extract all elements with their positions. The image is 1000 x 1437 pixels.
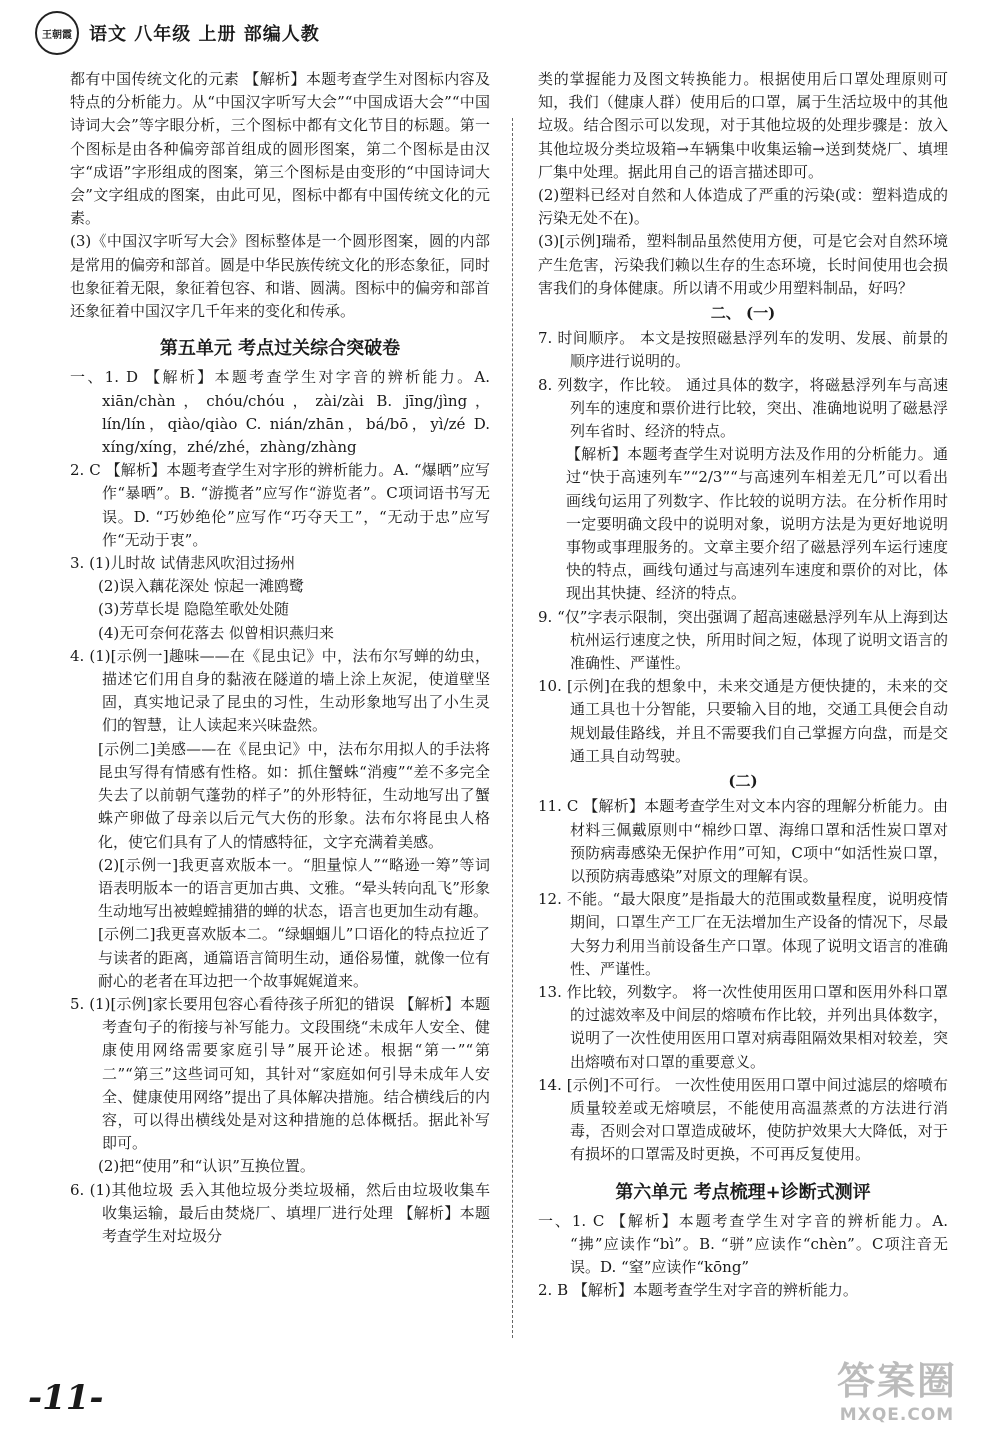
answer-subitem: (4)无可奈何花落去 似曾相识燕归来: [98, 623, 335, 642]
answer-item: 7. 时间顺序。 本文是按照磁悬浮列车的发明、发展、前景的顺序进行说明的。: [538, 329, 948, 371]
answer-item: 4. (1)[示例一]趣味——在《昆虫记》中，法布尔写蝉的幼虫，描述它们用自身的黏液在隧道的墙上涂上灰泥，使道壁坚固，真实地记录了昆虫的习性，生动形象地写出了小生灵们的智慧，让人读起来兴味盎然。: [70, 646, 490, 735]
watermark-logo: 答案圈 MXQE.COM: [836, 1359, 957, 1425]
answer-subitem: 【解析】本题考查学生对说明方法及作用的分析能力。通过“快于高速列车”“2/3”“与高速列车相差无几”可以看出画线句运用了列数字、作比较的说明方法。在分析作用时一定要明确文段中的说明对象，说明方法是为更好地说明事物或事理服务的。文章主要介绍了磁悬浮列车运行速度快的特点，画线句通过与高速列车速度和票价的对比，体现出其快捷、经济的特点。: [566, 445, 948, 603]
answer-subitem: (3)芳草长堤 隐隐笙歌处处随: [98, 600, 290, 619]
answer-subitem: [示例二]我更喜欢版本二。“绿蝈蝈儿”口语化的特点拉近了与读者的距离，通篇语言简明生动，通俗易懂，就像一位有耐心的老者在耳边把一个故事娓娓道来。: [98, 925, 490, 990]
left-column: [70, 68, 490, 1248]
answer-paragraph: (3)[示例]瑞希，塑料制品虽然使用方便，可是它会对自然环境产生危害，污染我们赖以生存的生态环境，长时间使用也会损害我们的身体健康。所以请不用或少用塑料制品，好吗？: [538, 232, 948, 297]
answer-paragraph: 类的掌握能力及图文转换能力。根据使用后口罩处理原则可知，我们（健康人群）使用后的口罩，属于生活垃圾中的其他垃圾。结合图示可以发现，对于其他垃圾的处理步骤是：放入其他垃圾分类垃圾箱→车辆集中收集运输→送到焚烧厂、填埋厂集中处理。据此用自己的语言描述即可。: [538, 70, 948, 181]
column-divider: [512, 118, 513, 1338]
section-title: 第六单元 考点梳理+诊断式测评: [615, 1181, 871, 1203]
answer-subitem: (2)把“使用”和“认识”互换位置。: [98, 1157, 315, 1176]
answer-item: 10. [示例]在我的想象中，未来交通是方便快捷的，未来的交通工具也十分智能，只要输入目的地，交通工具便会自动规划最佳路线，并且不需要我们自己掌握方向盘，而是交通工具自动驾驶。: [538, 677, 948, 765]
answer-subitem: (2)[示例一]我更喜欢版本一。“胆量惊人”“略逊一筹”等词语表明版本一的语言更加古典、文雅。“晕头转向乱飞”形象生动地写出被蝗螳捕猎的蝉的状态，语言也更加生动有趣。: [98, 855, 490, 921]
answer-item: 2. C 【解析】本题考查学生对字形的辨析能力。A. “爆晒”应写作“暴晒”。B. “游揽者”应写作“游览者”。C项词语书写无误。D. “巧妙绝伦”应写作“巧夺天工”，“无动于忠”应写作“无动于衷”。: [70, 461, 490, 549]
answer-subitem: [示例二]美感——在《昆虫记》中，法布尔用拟人的手法将昆虫写得有情感有性格。如：抓住蟹蛛“消瘦”“差不多完全失去了以前朝气蓬勃的样子”的外形特征，生动地写出了蟹蛛产卵做了母亲以后元气大伤的形象。法布尔将昆虫人格化，使它们具有了人的情感特征，文字充满着美感。: [98, 739, 490, 851]
subsection-label: (二): [728, 772, 758, 791]
answer-item: 14. [示例]不可行。 一次性使用医用口罩中间过滤层的熔喷布质量较差或无熔喷层，不能使用高温蒸煮的方法进行消毒，否则会对口罩造成破坏，使防护效果大大降低，对于有损坏的口罩需及时更换，不可再反复使用。: [538, 1075, 948, 1164]
answer-item: 12. 不能。“最大限度”是指最大的范围或数量程度，说明疫情期间，口罩生产工厂在无法增加生产设备的情况下，尽最大努力利用当前设备生产口罩。体现了说明文语言的准确性、严谨性。: [538, 890, 948, 978]
answer-item: 3. (1)儿时故 试倩悲风吹泪过扬州: [70, 554, 296, 573]
subsection-label: 二、 (一): [710, 304, 776, 323]
section-title: 第五单元 考点过关综合突破卷: [159, 338, 401, 360]
answer-item: 5. (1)[示例]家长要用包容心看待孩子所犯的错误 【解析】本题考查句子的衔接与补写能力。文段围绕“未成年人安全、健康使用网络需要家庭引导”展开论述。根据“第一”“第二”“第三”这些词可知，其针对“家庭如何引导未成年人安全、健康使用网络”提出了具体解决措施。结合横线后的内容，可以得出横线处是对这种措施的总体概括。据此补写即可。: [70, 994, 490, 1153]
header-title: 语文 八年级 上册 部编人教: [89, 24, 320, 45]
answer-item: 8. 列数字，作比较。 通过具体的数字，将磁悬浮列车与高速列车的速度和票价进行比较，突出、准确地说明了磁悬浮列车省时、经济的特点。: [538, 375, 948, 441]
answer-item: 13. 作比较，列数字。 将一次性使用医用口罩和医用外科口罩的过滤效率及中间层的熔喷布作比较，并列出具体数字，说明了一次性使用医用口罩对病毒阻隔效果相对较差，突出熔喷布对口罩的重要意义。: [538, 982, 948, 1071]
right-column: [538, 68, 948, 1303]
page-header: [35, 8, 320, 58]
answer-item: 一、1. C 【解析】本题考查学生对字音的辨析能力。A. “拂”应读作“bì”。B. “骈”应读作“chèn”。C项注音无误。D. “窒”应读作“kōng”: [538, 1211, 948, 1277]
answer-paragraph: (2)塑料已经对自然和人体造成了严重的污染(或：塑料造成的污染无处不在)。: [538, 186, 948, 228]
answer-subitem: (2)误入藕花深处 惊起一滩鸥鹭: [98, 577, 305, 596]
answer-item: 2. B 【解析】本题考查学生对字音的辨析能力。: [538, 1281, 858, 1300]
publisher-logo-icon: 王朝霞: [35, 11, 79, 55]
answer-item: 一、1. D 【解析】本题考查学生对字音的辨析能力。A. xiān/chàn，chóu/chóu，zài/zài B. jīng/jìng，lín/lín，qiào/qiào C. nián/zhān，bá/bō，yì/zé D. xíng/xíng，zhé/zhé，zhàng/zhàng: [70, 368, 490, 457]
answer-item: 6. (1)其他垃圾 丢入其他垃圾分类垃圾桶，然后由垃圾收集车收集运输，最后由焚烧厂、填埋厂进行处理 【解析】本题考查学生对垃圾分: [70, 1180, 490, 1245]
answer-paragraph: 都有中国传统文化的元素 【解析】本题考查学生对图标内容及特点的分析能力。从“中国汉字听写大会”“中国成语大会”“中国诗词大会”等字眼分析，三个图标中都有文化节目的标题。第一个图标是由各种偏旁部首组成的圆形图案，第二个图标是由汉字“成语”字形组成的图案，第三个图标是由变形的“中国诗词大会”文字组成的图案，由此可见，图标中都有中国传统文化的元素。: [70, 70, 490, 228]
answer-item: 9. “仅”字表示限制，突出强调了超高速磁悬浮列车从上海到达杭州运行速度之快，所用时间之短，体现了说明文语言的准确性、严谨性。: [538, 607, 948, 673]
page-number: -11-: [28, 1378, 104, 1418]
answer-paragraph: (3)《中国汉字听写大会》图标整体是一个圆形图案，圆的内部是常用的偏旁和部首。圆是中华民族传统文化的形态象征，同时也象征着无限，象征着包容、和谐、圆满。图标中的偏旁和部首还象征着中国汉字几千年来的变化和传承。: [70, 232, 491, 321]
answer-item: 11. C 【解析】本题考查学生对文本内容的理解分析能力。由材料三佩戴原则中“棉纱口罩、海绵口罩和活性炭口罩对预防病毒感染无保护作用”可知，C项中“如活性炭口罩，以预防病毒感染”对原文的理解有误。: [538, 797, 948, 885]
